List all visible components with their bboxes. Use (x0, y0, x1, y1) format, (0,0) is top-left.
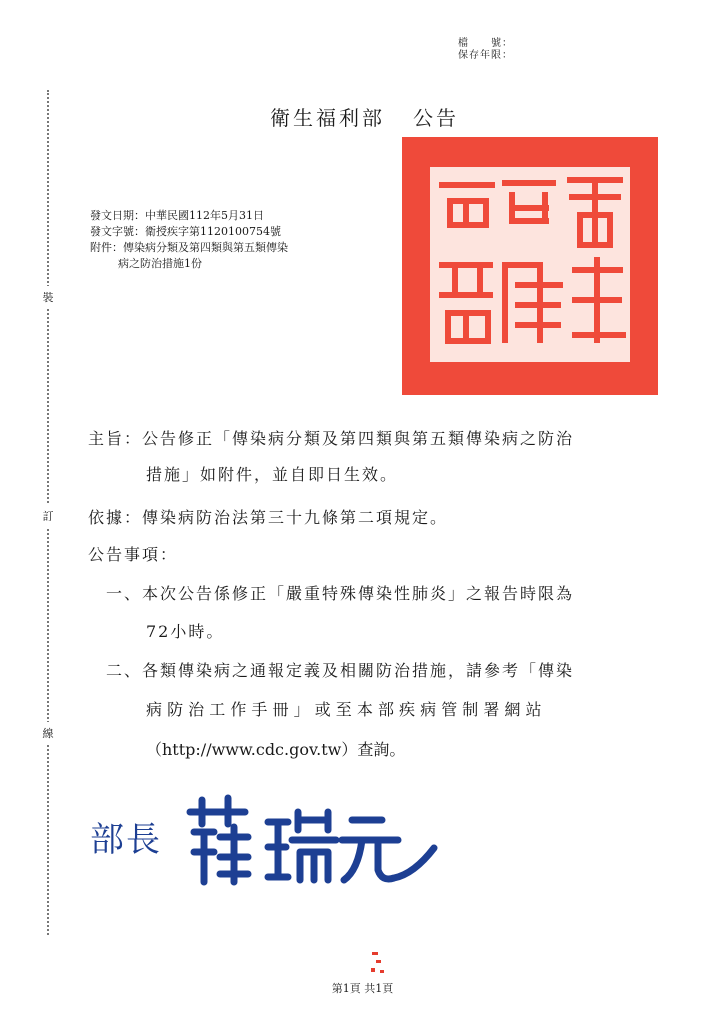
issue-number: 發文字號：衛授疾字第1120100754號 (90, 225, 281, 238)
subject-paragraph (88, 426, 574, 449)
page-number: 第1頁 共1頁 (331, 982, 394, 995)
red-stamp-mark (368, 950, 388, 978)
official-seal (400, 135, 660, 397)
subject-line-2: 措施」如附件，並自即日生效。 (146, 465, 399, 484)
basis-label: 依據： (88, 508, 143, 527)
item-1-line-2: 72小時。 (146, 622, 225, 641)
file-number-label: 檔 號： (458, 38, 513, 49)
subject-label: 主旨： (88, 429, 143, 448)
binding-label-xian: 線 (41, 722, 55, 744)
minister-title: 部長 (90, 820, 162, 860)
binding-label-zhuang: 裝 (41, 286, 55, 308)
agency-name: 衛生福利部 (270, 106, 385, 130)
subject-line-1: 公告修正「傳染病分類及第四類與第五類傳染病之防治 (142, 429, 575, 448)
items-label: 公告事項： (88, 545, 179, 564)
basis-paragraph (88, 505, 448, 528)
item-1-line-1: 一、本次公告係修正「嚴重特殊傳染性肺炎」之報告時限為 (106, 584, 575, 603)
issue-date: 發文日期：中華民國112年5月31日 (90, 209, 264, 222)
retention-label: 保存年限： (458, 50, 513, 61)
minister-signature (180, 782, 440, 892)
document-type: 公告 (413, 106, 459, 130)
attachment-line-1: 附件：傳染病分類及第四類與第五類傳染 (90, 241, 288, 254)
binding-label-ding: 訂 (41, 505, 55, 527)
basis-text: 傳染病防治法第三十九條第二項規定。 (142, 508, 449, 527)
attachment-line-2: 病之防治措施1份 (118, 257, 202, 270)
archive-info (458, 38, 513, 62)
page-title (270, 102, 459, 131)
item-2-line-1: 二、各類傳染病之通報定義及相關防治措施，請參考「傳染 (106, 661, 575, 680)
item-2-line-2: 病 防 治 工 作 手 冊 」 或 至 本 部 疾 病 管 制 署 網 站 (146, 700, 542, 719)
item-2-line-3: （http://www.cdc.gov.tw）查詢。 (146, 740, 406, 759)
